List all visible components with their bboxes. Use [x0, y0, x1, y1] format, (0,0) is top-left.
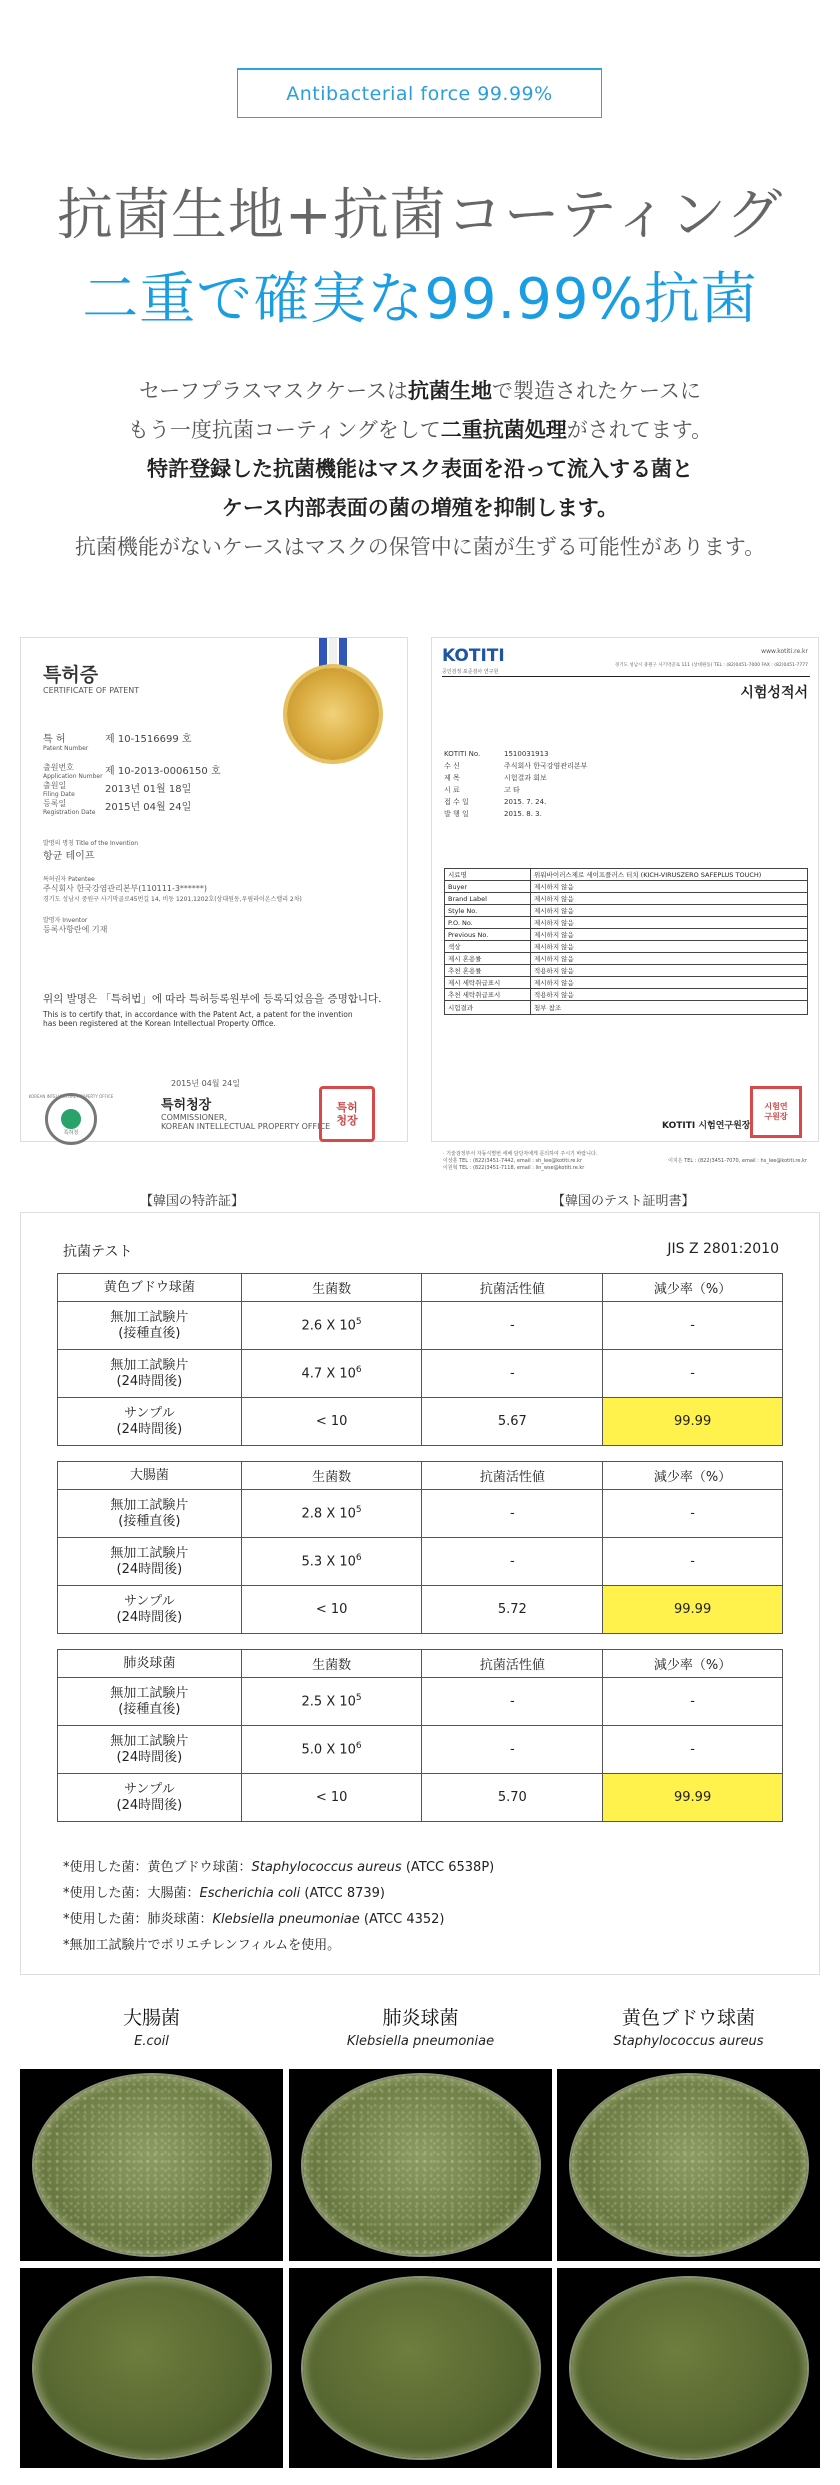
table-row: 無加工試験片 (接種直後) 2.5 X $10^5$ - -: [58, 1678, 783, 1726]
dish-photo-staph-control: [557, 2069, 820, 2261]
meta-row: 접 수 일 2015. 7. 24.: [444, 798, 547, 806]
test-cert-meta: [444, 748, 694, 820]
test-notes: [63, 1855, 494, 1959]
note-line: *使用した菌：黄色ブドウ球菌：Staphylococcus aureus (ATCC 6538P): [63, 1860, 495, 1875]
headline-line-1: 抗菌生地+抗菌コーティング: [56, 183, 784, 248]
table-row: サンプル (24時間後) < 10 5.67 99.99: [58, 1398, 783, 1446]
intro-line-1: セーフプラスマスクケースは抗菌生地で製造されたケースに: [139, 379, 701, 403]
headline-line-2: 二重で確実な99.99%抗菌: [82, 267, 758, 332]
dish-column-ecoli: 大腸菌 E.coil: [122, 2007, 180, 2049]
test-cert-signatory: KOTITI 시험연구원장: [662, 1121, 751, 1131]
kipo-logo-icon: KOREAN INTELLECTUAL PROPERTY OFFICE 특허청: [45, 1093, 97, 1145]
patent-certificate: [20, 637, 408, 1142]
dish-photo-ecoli-sample: [20, 2268, 283, 2468]
patent-date: 2015년 04월 24일: [171, 1079, 240, 1088]
meta-row: 발 행 일 2015. 8. 3.: [444, 810, 542, 818]
test-cert-table: 시료명 위워바이러스제로 세이프플러스 터치 (KICH-VIRUSZERO SAFEPLUS TOUCH) Buyer 제시하지 않음 Brand Label 제시하지 않음 Style No. 제시하지 않음 P.O. No. 제시하지 않음 Previous No. 제시하지 않음 색상 제시하지 않음 제시 혼용률 제시하지 않음 추천 혼용률 적용하지 않음 제시 세탁취급표시 제시하지 않음 추천 세탁취급표시 적용하지 않음 시험결과 첨부 참조: [444, 868, 808, 1015]
intro-line-4: ケース内部表面の菌の増殖を抑制します。: [221, 496, 619, 520]
dish-photo-klebsiella-sample: [289, 2268, 552, 2468]
dish-photo-klebsiella-control: [289, 2069, 552, 2261]
patent-statement: 위의 발명은 「특허법」에 따라 특허등록원부에 등록되었음을 증명합니다. This is to certify that, in accordance with the Patent Act, a patent for the invention has been registered at the Korean Intellectual Property Office.: [43, 993, 382, 1028]
gold-medal-icon: [287, 668, 379, 760]
patent-row: 출원일 Filing Date 2013년 01월 18일: [43, 781, 192, 798]
table-row: 無加工試験片 (接種直後) 2.8 X $10^5$ - -: [58, 1490, 783, 1538]
test-standard: JIS Z 2801:2010: [667, 1241, 779, 1257]
test-cert-seal-icon: 시험연구원장: [750, 1086, 802, 1138]
intro-line-5: 抗菌機能がないケースはマスクの保管中に菌が生ずる可能性があります。: [74, 535, 766, 559]
antibacterial-badge: Antibacterial force 99.99%: [237, 68, 602, 118]
meta-row: KOTITI No. 1510031913: [444, 750, 549, 758]
table-row: サンプル (24時間後) < 10 5.72 99.99: [58, 1586, 783, 1634]
test-cert-title: 시험성적서: [740, 685, 808, 701]
dish-photo-ecoli-control: [20, 2069, 283, 2261]
test-certificate: KOTITI 공인검정 포준검사 연구원 www.kotiti.re.kr 경기도 성남시 중원구 사기막골로 111 (상대원동) TEL : (82)0451-7000 FAX : (82)0451-7777 시험성적서 KOTITI No. 1510031913 수 신 주식회사 한국강염관리본부 제 목 시험결과 회보 시 료 고 타 접 수 일 2015. 7. 24. 발 행 일 2015. 8. 3. 시료명 위워바이러스제로 세이프플러스 터치 (KICH-VIRUSZERO SAFEPLUS TOUCH) Buyer 제시하지 않음 Brand Label 제시하지 않음 Style No. 제시하지 않음 P.O. No. 제시하지 않음 Previous No. 제시하지 않음 색상 제시하지 않음 제시 혼용률 제시하지 않음 추천 혼용률 적용하지 않음 제시 세탁취급표시 제시하지 않음 추천 세탁취급표시 적용하지 않음 시험결과 첨부 참조 KOTITI 시험연구원장 시험연구원장: [431, 637, 819, 1142]
table-row: 無加工試験片 (24時間後) 5.0 X $10^6$ - -: [58, 1726, 783, 1774]
divider: [442, 676, 810, 677]
dish-photo-staph-sample: [557, 2268, 820, 2468]
table-row: 無加工試験片 (接種直後) 2.6 X $10^5$ - -: [58, 1302, 783, 1350]
patent-caption: 【韓国の特許証】: [140, 1194, 245, 1209]
intro-line-2: もう一度抗菌コーティングをして二重抗菌処理がされてます。: [127, 418, 713, 442]
kotiti-logo: KOTITI: [442, 646, 505, 666]
intro-text: [0, 372, 840, 567]
test-table-klebsiella: 肺炎球菌 生菌数 抗菌活性値 減少率（%） 無加工試験片 (接種直後) 2.5 X $10^5$ - - 無加工試験片 (24時間後) 5.0 X $10^6$ - - サンプル (24時間後) < 10 5.70 99.99: [57, 1649, 783, 1822]
test-caption: 【韓国のテスト証明書】: [552, 1194, 695, 1209]
patent-details: 발명의 명칭 Title of the Invention 항균 테이프 특허권자 Patentee 주식회사 한국강염관리본부(110111-3******) 경기도 성남시 중원구 사기막골로45번길 14, 비동 1201,1202호(상대원동,우림라이온스밸리 2차) 발명자 Inventor 등록사항란에 기재: [43, 840, 302, 934]
intro-line-3: 特許登録した抗菌機能はマスク表面を沿って流入する菌と: [147, 457, 693, 481]
patent-row: 출원번호 Application Number 제 10-2013-0006150 호: [43, 763, 221, 780]
patent-office: 특허청장 COMMISSIONER, KOREAN INTELLECTUAL PROPERTY OFFICE: [161, 1098, 331, 1131]
meta-row: 제 목 시험결과 회보: [444, 774, 547, 782]
dish-column-staph: 黄色ブドウ球菌 Staphylococcus aureus: [613, 2007, 764, 2049]
table-row: 無加工試験片 (24時間後) 5.3 X $10^6$ - -: [58, 1538, 783, 1586]
patent-title: 특허증: [43, 664, 99, 686]
patent-info: [43, 730, 293, 816]
dish-column-klebsiella: 肺炎球菌 Klebsiella pneumoniae: [346, 2007, 495, 2049]
antibacterial-test-panel: [20, 1212, 820, 1975]
meta-row: 수 신 주식회사 한국강염관리본부: [444, 762, 588, 770]
table-row: サンプル (24時間後) < 10 5.70 99.99: [58, 1774, 783, 1822]
note-line: *無加工試験片でポリエチレンフィルムを使用。: [63, 1938, 341, 1953]
patent-title-en: CERTIFICATE OF PATENT: [43, 686, 140, 695]
test-table-staph: 黄色ブドウ球菌 生菌数 抗菌活性値 減少率（%） 無加工試験片 (接種直後) 2.6 X $10^5$ - - 無加工試験片 (24時間後) 4.7 X $10^6$ - - サンプル (24時間後) < 10 5.67 99.99: [57, 1273, 783, 1446]
meta-row: 시 료 고 타: [444, 786, 520, 794]
test-title: 抗菌テスト: [63, 1244, 133, 1260]
patent-row: 특 허 Patent Number 제 10-1516699 호: [43, 734, 192, 752]
patent-row: 등록일 Registration Date 2015년 04월 24일: [43, 799, 192, 816]
test-table-ecoli: 大腸菌 生菌数 抗菌活性値 減少率（%） 無加工試験片 (接種直後) 2.8 X $10^5$ - - 無加工試験片 (24時間後) 5.3 X $10^6$ - - サンプル (24時間後) < 10 5.72 99.99: [57, 1461, 783, 1634]
note-line: *使用した菌：大腸菌：Escherichia coli (ATCC 8739): [63, 1886, 385, 1901]
test-cert-footnotes: · 기술검정부서 자동식별번 세배 담당자에게 문의하여 주시기 바랍니다. 이상훈 TEL : (822)3451-7442, email : sh_lee@kotiti.re.kr 이지은 TEL : (822)3451-7070, email : hs_lee@kotiti.re.kr 이원혁 TEL : (822)3451-7118, email : lin_wse@kotiti.re.kr: [443, 1151, 807, 1171]
patent-seal-icon: 특허청장: [319, 1086, 375, 1142]
note-line: *使用した菌：肺炎球菌：Klebsiella pneumoniae (ATCC 4352): [63, 1912, 445, 1927]
table-row: 無加工試験片 (24時間後) 4.7 X $10^6$ - -: [58, 1350, 783, 1398]
